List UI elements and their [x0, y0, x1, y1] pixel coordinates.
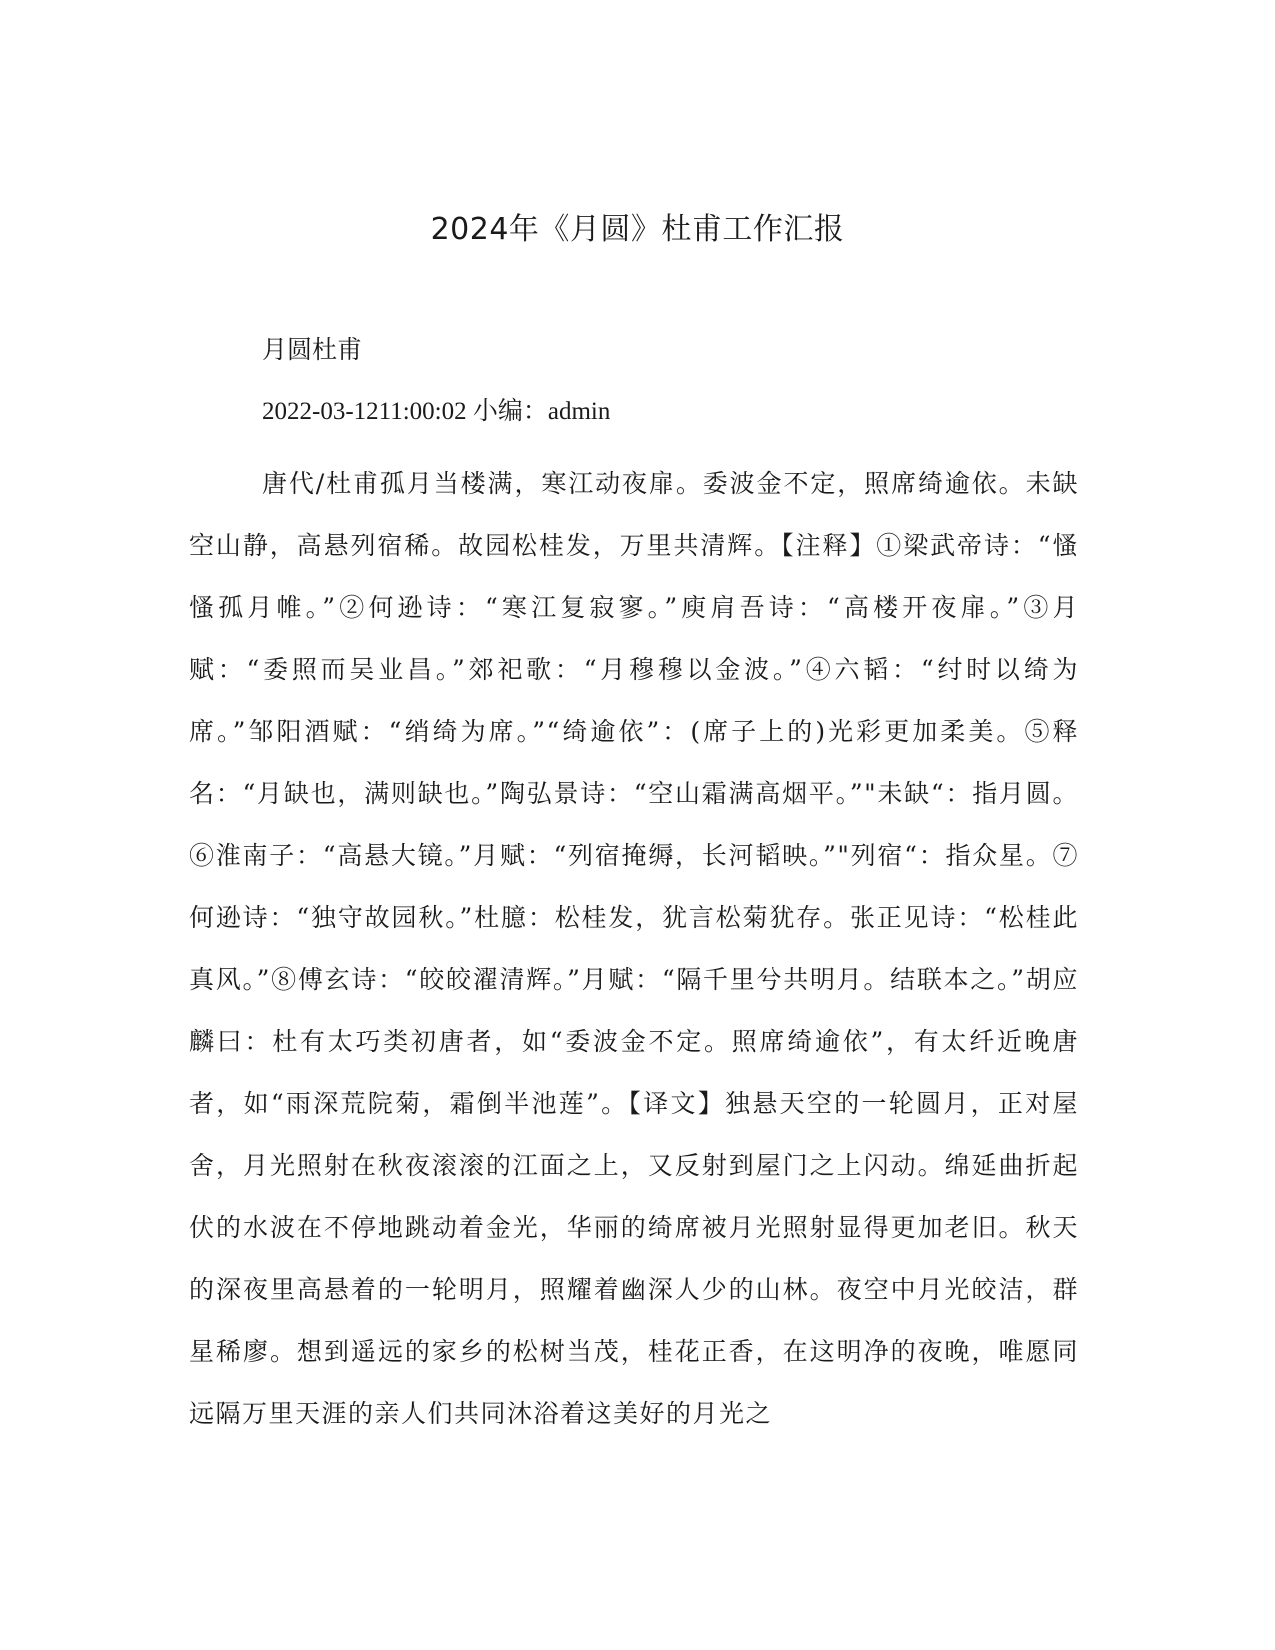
document-subtitle: 月圆杜甫 — [262, 335, 363, 364]
document-body: 唐代/杜甫孤月当楼满，寒江动夜扉。委波金不定，照席绮逾依。未缺空山静，高悬列宿稀。故园松桂发，万里共清辉。【注释】①梁武帝诗：“慅慅孤月帷。”②何逊诗：“寒江复寂寥。”庾肩吾诗：“高楼开夜扉。”③月赋：“委照而吴业昌。”郊祀歌：“月穆穆以金波。”④六韬：“纣时以绮为席。”邹阳酒赋：“绡绮为席。”“绮逾依”：(席子上的)光彩更加柔美。⑤释名：“月缺也，满则缺也。”陶弘景诗：“空山霜满高烟平。”"未缺“：指月圆。⑥淮南子：“高悬大镜。”月赋：“列宿掩缛，长河韬映。”"列宿“：指众星。⑦何逊诗：“独守故园秋。”杜臆：松桂发，犹言松菊犹存。张正见诗：“松桂此真风。”⑧傅玄诗：“皎皎濯清辉。”月赋：“隔千里兮共明月。结联本之。”胡应麟曰：杜有太巧类初唐者，如“委波金不定。照席绮逾依”，有太纤近晚唐者，如“雨深荒院菊，霜倒半池莲”。【译文】独悬天空的一轮圆月，正对屋舍，月光照射在秋夜滚滚的江面之上，又反射到屋门之上闪动。绵延曲折起伏的水波在不停地跳动着金光，华丽的绮席被月光照射显得更加老旧。秋天的深夜里高悬着的一轮明月，照耀着幽深人少的山林。夜空中月光皎洁，群星稀廖。想到遥远的家乡的松树当茂，桂花正香，在这明净的夜晚，唯愿同远隔万里天涯的亲人们共同沐浴着这美好的月光之 — [189, 469, 1079, 1428]
document-title: 2024年《月圆》杜甫工作汇报 — [430, 212, 845, 247]
document-meta: 2022-03-1211:00:02 小编：admin — [262, 398, 611, 425]
